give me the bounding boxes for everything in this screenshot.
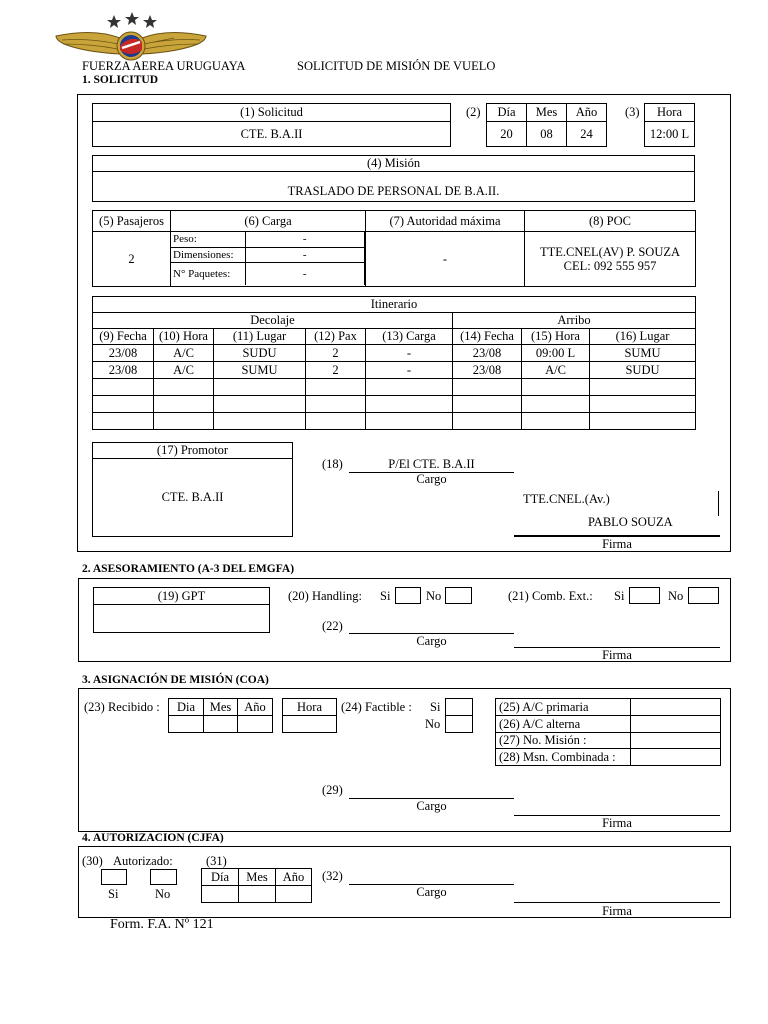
itinerario-cell <box>590 413 696 430</box>
itinerario-row <box>93 379 696 396</box>
itinerario-row <box>93 396 696 413</box>
gpt-label: (19) GPT <box>94 588 270 605</box>
num-30: (30) <box>82 854 103 868</box>
num-22: (22) <box>322 619 343 633</box>
solicitud-label: (1) Solicitud <box>93 104 451 122</box>
comb-no-checkbox[interactable] <box>688 587 719 604</box>
factible-si-checkbox[interactable] <box>446 699 473 716</box>
ano-label: Año <box>567 104 607 122</box>
recibido-hora-label: Hora <box>283 699 337 716</box>
peso-value: - <box>245 232 365 247</box>
msn-combinada-field[interactable] <box>631 749 721 766</box>
itinerario-cell <box>154 413 214 430</box>
itinerario-cell: 2 <box>306 362 366 379</box>
date-number: (2) <box>466 105 481 119</box>
msn-combinada-label: (28) Msn. Combinada : <box>496 749 631 766</box>
poc-line-1: TTE.CNEL(AV) P. SOUZA <box>539 245 681 259</box>
ac-primaria-label: (25) A/C primaria <box>496 699 631 716</box>
itinerario-cell: SUMU <box>214 362 306 379</box>
num-32: (32) <box>322 869 343 883</box>
section-2-heading: 2. ASESORAMIENTO (A-3 DEL EMGFA) <box>82 563 295 575</box>
firma-rank: TTE.CNEL.(Av.) <box>523 492 610 506</box>
mes-value: 08 <box>527 122 567 147</box>
itinerario-cell <box>590 379 696 396</box>
org-name: FUERZA AEREA URUGUAYA <box>82 59 246 73</box>
num-18: (18) <box>322 457 343 471</box>
factible-si-label: Si <box>430 700 441 714</box>
itinerario-cell <box>453 379 522 396</box>
itinerario-cell: 23/08 <box>93 362 154 379</box>
aut-ano-field[interactable] <box>276 886 312 903</box>
aut-mes-label: Mes <box>239 869 276 886</box>
form-number: Form. F.A. Nº 121 <box>110 917 214 932</box>
itinerario-cell: SUDU <box>590 362 696 379</box>
handling-si-label: Si <box>380 589 391 603</box>
section-3-heading: 3. ASIGNACIÓN DE MISIÓN (COA) <box>82 674 269 686</box>
itinerario-cell: SUMU <box>590 345 696 362</box>
gpt-value[interactable] <box>94 605 270 633</box>
ac-alterna-label: (26) A/C alterna <box>496 716 631 733</box>
arribo-label: Arribo <box>453 313 696 329</box>
itinerario-col-header: (15) Hora <box>522 329 590 345</box>
itinerario-cell <box>522 379 590 396</box>
recibido-hora-table <box>282 698 337 733</box>
carga-subtable <box>171 232 365 285</box>
itinerario-header-row <box>93 329 696 345</box>
recibido-ano-field[interactable] <box>238 716 273 733</box>
itinerario-row <box>93 345 696 362</box>
itinerario-label: Itinerario <box>93 297 696 313</box>
itinerario-cell: A/C <box>154 345 214 362</box>
autorizado-label: Autorizado: <box>113 854 173 868</box>
autorizado-no-label: No <box>155 887 171 901</box>
section-1-heading: 1. SOLICITUD <box>82 74 159 86</box>
comb-si-label: Si <box>614 589 625 603</box>
recibido-date-table <box>168 698 273 733</box>
pasajeros-value: 2 <box>93 232 171 287</box>
autorizado-si-label: Si <box>108 887 119 901</box>
itinerario-cell <box>306 396 366 413</box>
autoridad-label: (7) Autoridad máxima <box>366 211 525 232</box>
recibido-ano-label: Año <box>238 699 273 716</box>
recibido-dia-field[interactable] <box>169 716 204 733</box>
itinerario-cell <box>366 396 453 413</box>
hora-value: 12:00 L <box>645 122 695 147</box>
promotor-table <box>92 442 293 537</box>
itinerario-cell <box>93 396 154 413</box>
solicitud-value: CTE. B.A.II <box>93 122 451 147</box>
factible-no-checkbox[interactable] <box>446 716 473 733</box>
date-table <box>486 103 607 147</box>
poc-line-2: CEL: 092 555 957 <box>563 259 657 273</box>
cargo-29-label: Cargo <box>416 799 447 813</box>
itinerario-cell: - <box>366 345 453 362</box>
cargo-32-label: Cargo <box>416 885 447 899</box>
itinerario-cell: A/C <box>522 362 590 379</box>
itinerario-cell <box>366 413 453 430</box>
pasajeros-label: (5) Pasajeros <box>93 211 171 232</box>
itinerario-cell <box>522 396 590 413</box>
ac-table <box>495 698 721 766</box>
itinerario-cell <box>453 396 522 413</box>
hora-number: (3) <box>625 105 640 119</box>
firma-32-line[interactable] <box>514 902 720 903</box>
itinerario-cell <box>590 396 696 413</box>
autoridad-value: - <box>366 232 525 287</box>
dimensiones-label: Dimensiones: <box>171 247 245 262</box>
cargo-18-label: Cargo <box>416 472 447 486</box>
itinerario-cell: 2 <box>306 345 366 362</box>
firma-cursor-line <box>718 491 719 516</box>
poc-value <box>525 232 696 287</box>
num-31: (31) <box>206 854 227 868</box>
autorizado-si-checkbox[interactable] <box>101 869 127 885</box>
firma-22-label: Firma <box>602 648 632 662</box>
itinerario-row <box>93 413 696 430</box>
pasajeros-carga-table <box>92 210 696 287</box>
carga-label: (6) Carga <box>171 211 366 232</box>
itinerario-col-header: (10) Hora <box>154 329 214 345</box>
cargo-22-label: Cargo <box>416 634 447 648</box>
itinerario-cell <box>93 379 154 396</box>
mes-label: Mes <box>527 104 567 122</box>
firma-29-label: Firma <box>602 816 632 830</box>
firma-name: PABLO SOUZA <box>588 515 673 529</box>
factible-boxes <box>445 698 473 733</box>
ano-value: 24 <box>567 122 607 147</box>
factible-label: (24) Factible : <box>341 700 412 714</box>
itinerario-cell: 23/08 <box>453 362 522 379</box>
cargo-18-value: P/El CTE. B.A.II <box>388 457 475 471</box>
dia-label: Día <box>487 104 527 122</box>
promotor-label: (17) Promotor <box>93 443 293 459</box>
itinerario-col-header: (11) Lugar <box>214 329 306 345</box>
itinerario-table <box>92 296 696 430</box>
aut-dia-field[interactable] <box>202 886 239 903</box>
num-29: (29) <box>322 783 343 797</box>
comb-no-label: No <box>668 589 684 603</box>
hora-table <box>644 103 695 147</box>
itinerario-cell: A/C <box>154 362 214 379</box>
carga-cell <box>171 232 366 287</box>
mision-value: TRASLADO DE PERSONAL DE B.A.II. <box>93 172 695 202</box>
form-title: SOLICITUD DE MISIÓN DE VUELO <box>297 59 496 73</box>
section-4-heading: 4. AUTORIZACION (CJFA) <box>82 832 224 844</box>
itinerario-cell: 23/08 <box>93 345 154 362</box>
autorizacion-date-table <box>201 868 312 903</box>
handling-label: (20) Handling: <box>288 589 362 603</box>
itinerario-cell <box>214 413 306 430</box>
hora-label: Hora <box>645 104 695 122</box>
mision-label: (4) Misión <box>93 156 695 172</box>
itinerario-cell <box>93 413 154 430</box>
itinerario-cell <box>306 379 366 396</box>
paquetes-label: N° Paquetes: <box>173 267 231 280</box>
decolaje-label: Decolaje <box>93 313 453 329</box>
poc-label: (8) POC <box>525 211 696 232</box>
mision-table <box>92 155 695 202</box>
solicitud-table <box>92 103 451 147</box>
no-mision-label: (27) No. Misión : <box>496 733 631 749</box>
comb-si-checkbox[interactable] <box>629 587 660 604</box>
handling-si-checkbox[interactable] <box>395 587 421 604</box>
itinerario-cell: 09:00 L <box>522 345 590 362</box>
dia-value: 20 <box>487 122 527 147</box>
no-mision-field[interactable] <box>631 733 721 749</box>
aut-ano-label: Año <box>276 869 312 886</box>
recibido-label: (23) Recibido : <box>84 700 160 714</box>
recibido-hora-field[interactable] <box>283 716 337 733</box>
itinerario-cell: SUDU <box>214 345 306 362</box>
factible-no-label: No <box>425 717 441 731</box>
itinerario-cell <box>366 379 453 396</box>
ac-alterna-field[interactable] <box>631 716 721 733</box>
handling-no-label: No <box>426 589 442 603</box>
recibido-mes-field[interactable] <box>204 716 238 733</box>
itinerario-cell <box>306 413 366 430</box>
itinerario-cell <box>214 379 306 396</box>
itinerario-cell <box>154 379 214 396</box>
itinerario-cell <box>453 413 522 430</box>
itinerario-cell <box>522 413 590 430</box>
peso-label: Peso: <box>171 232 245 247</box>
comb-ext-label: (21) Comb. Ext.: <box>508 589 593 603</box>
itinerario-col-header: (16) Lugar <box>590 329 696 345</box>
itinerario-cell: 23/08 <box>453 345 522 362</box>
firma-18-label: Firma <box>602 537 632 551</box>
aut-dia-label: Día <box>202 869 239 886</box>
itinerario-col-header: (13) Carga <box>366 329 453 345</box>
autorizado-no-checkbox[interactable] <box>150 869 177 885</box>
promotor-value: CTE. B.A.II <box>93 459 293 537</box>
aut-mes-field[interactable] <box>239 886 276 903</box>
dimensiones-value: - <box>245 247 365 262</box>
itinerario-cell <box>154 396 214 413</box>
paquetes-value: - <box>245 262 365 285</box>
itinerario-row <box>93 362 696 379</box>
gpt-table <box>93 587 270 633</box>
itinerario-col-header: (9) Fecha <box>93 329 154 345</box>
recibido-dia-label: Dia <box>169 699 204 716</box>
ac-primaria-field[interactable] <box>631 699 721 716</box>
itinerario-cell <box>214 396 306 413</box>
itinerario-cell: - <box>366 362 453 379</box>
recibido-mes-label: Mes <box>204 699 238 716</box>
itinerario-col-header: (14) Fecha <box>453 329 522 345</box>
handling-no-checkbox[interactable] <box>445 587 472 604</box>
firma-32-label: Firma <box>602 904 632 918</box>
itinerario-col-header: (12) Pax <box>306 329 366 345</box>
